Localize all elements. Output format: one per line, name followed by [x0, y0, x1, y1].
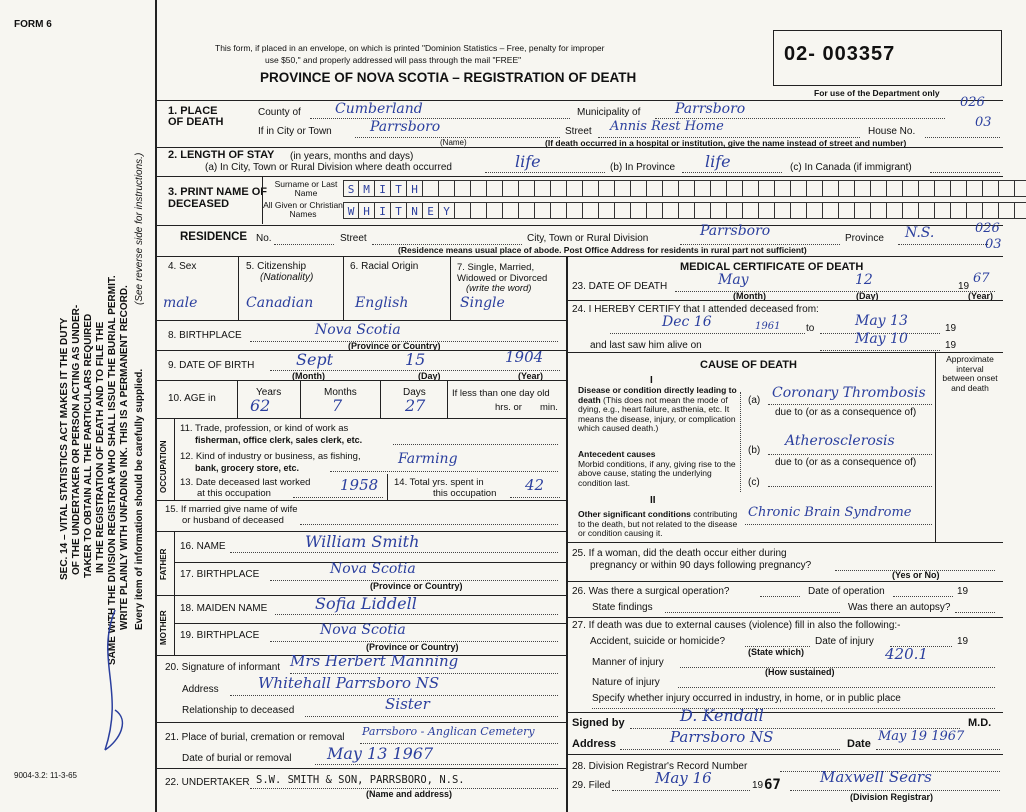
attended-to-label: to [806, 323, 815, 334]
side-note-3: TAKER TO OBTAIN ALL THE PARTICULARS REQUIRED [83, 313, 94, 578]
father-name-label: 16. NAME [180, 541, 226, 552]
street-label: Street [565, 126, 592, 137]
death-year: 67 [973, 271, 990, 286]
injury-date-label: Date of injury [815, 636, 874, 647]
informant-relationship-label: Relationship to deceased [182, 705, 295, 716]
occupation-q13b: at this occupation [197, 488, 271, 499]
given-char: H [359, 202, 375, 219]
pregnancy-q: 25. If a woman, did the death occur either during [572, 548, 787, 559]
occupation-last-worked: 1958 [340, 476, 379, 494]
citizenship-sub: (Nationality) [260, 272, 314, 283]
given-char: T [391, 202, 407, 219]
antecedent-bold: Antecedent causes [578, 449, 656, 459]
death-day-hint: (Day) [856, 291, 879, 301]
residence-province-value: N.S. [905, 225, 935, 241]
side-note-6: WRITE PLAINLY WITH UNFADING INK. THIS IS A PERMANENT RECORD. [119, 285, 130, 630]
disease-bold: Disease or condition directly leading to death [578, 385, 737, 405]
last-saw-label: and last saw him alive on [590, 340, 702, 351]
given-char: W [343, 202, 359, 219]
residence-street-label: Street [340, 233, 367, 244]
cause-a: Coronary Thrombosis [772, 385, 926, 401]
informant-address-label: Address [182, 684, 219, 695]
certificate-date-label: Date [847, 738, 871, 750]
md-label: M.D. [968, 717, 992, 729]
city-label: If in City or Town [258, 126, 332, 137]
marital-sub: (write the word) [466, 283, 532, 294]
filed-date: May 16 [655, 769, 712, 787]
occupation-q11: 11. Trade, profession, or kind of work as [180, 423, 349, 434]
surname-char: T [391, 180, 407, 197]
death-year-prefix: 19 [958, 281, 970, 292]
dept-use-label: For use of the Department only [814, 88, 940, 98]
dob-label: 9. DATE OF BIRTH [168, 360, 255, 371]
house-label: House No. [868, 126, 916, 137]
injury-year-prefix: 19 [957, 636, 969, 647]
place-code-1: 026 [960, 95, 985, 110]
registration-number: 02- 003357 [784, 43, 896, 65]
side-note-7: (See reverse side for instructions.) [134, 152, 145, 305]
stay-b-label: (b) In Province [610, 162, 676, 173]
undertaker-label: 22. UNDERTAKER [165, 777, 250, 788]
attended-to: May 13 [855, 313, 908, 329]
margin-pen-scribble [85, 600, 135, 760]
other-text: contributing to the death, but not related to the disease or condition causing it. [578, 509, 738, 538]
stay-sub: (in years, months and days) [290, 151, 414, 162]
informant-signature: Mrs Herbert Manning [290, 652, 459, 670]
state-which-hint: (State which) [748, 647, 805, 657]
surname-char: H [407, 180, 423, 197]
racial-label: 6. Racial Origin [350, 261, 419, 272]
age-years-label: Years [256, 387, 282, 398]
surgery-q: 26. Was there a surgical operation? [572, 586, 730, 597]
stay-c-label: (c) In Canada (if immigrant) [790, 162, 912, 173]
residence-code-1: 026 [975, 221, 1000, 236]
age-months: 7 [332, 396, 343, 415]
external-causes-q: 27. If death was due to external causes (violence) fill in also the following:- [572, 620, 901, 631]
birthplace-hint: (Province or Country) [348, 341, 441, 351]
envelope-note-1: This form, if placed in an envelope, on which is printed "Dominion Statistics – Free, penalty for improper [215, 43, 605, 53]
municipality-value: Parrsboro [675, 101, 746, 117]
manner-label: Manner of injury [592, 657, 664, 668]
division-registrar-hint: (Division Registrar) [850, 792, 934, 802]
given-char: I [375, 202, 391, 219]
spouse-q15b: or husband of deceased [182, 515, 284, 526]
accident-label: Accident, suicide or homicide? [590, 636, 726, 647]
filed-label: 29. Filed [572, 780, 611, 791]
age-months-label: Months [324, 387, 357, 398]
footer-code: 9004-3.2: 11-3-65 [14, 771, 78, 780]
division-registrar-signature: Maxwell Sears [820, 768, 932, 786]
dob-day-hint: (Day) [418, 371, 441, 381]
sex-value: male [163, 295, 198, 311]
physician-address: Parrsboro NS [670, 728, 774, 746]
birthplace-value: Nova Scotia [315, 322, 401, 338]
stay-a-value: life [515, 152, 541, 171]
cause-a-due-to: due to (or as a consequence of) [775, 407, 917, 418]
residence-note: (Residence means usual place of abode. Post Office Address for residents in rural part not sufficient) [398, 245, 807, 255]
other-condition: Chronic Brain Syndrome [748, 505, 912, 520]
nature-label: Nature of injury [592, 677, 660, 688]
occupation-q12b: bank, grocery store, etc. [195, 463, 300, 473]
marital-label: 7. Single, Married, Widowed or Divorced [457, 262, 548, 284]
occupation-q14b: this occupation [433, 488, 497, 499]
death-month-hint: (Month) [733, 291, 766, 301]
surname-char: S [343, 180, 359, 197]
sex-label: 4. Sex [168, 261, 197, 272]
racial-value: English [355, 295, 409, 311]
pregnancy-hint: (Yes or No) [892, 570, 940, 580]
father-birthplace-hint: (Province or Country) [370, 581, 463, 591]
given-label: All Given or Christian Names [263, 200, 343, 219]
father-side-label: FATHER [159, 548, 168, 580]
death-month: May [718, 272, 749, 288]
place-code-2: 03 [975, 115, 992, 130]
certificate-date: May 19 1967 [878, 729, 965, 744]
age-under-day-2: hrs. or [495, 402, 522, 413]
residence-city-label: City, Town or Rural Division [527, 233, 649, 244]
occupation-industry: Farming [398, 451, 458, 467]
attended-to-year: 19 [945, 323, 957, 334]
autopsy-label: Was there an autopsy? [848, 602, 951, 613]
undertaker-hint: (Name and address) [366, 789, 453, 799]
other-bold: Other significant conditions [578, 509, 691, 519]
registrar-record-label: 28. Division Registrar's Record Number [572, 761, 748, 772]
attended-label: 24. I HEREBY CERTIFY that I attended deceased from: [572, 304, 819, 315]
dob-month-hint: (Month) [292, 371, 325, 381]
county-label: County of [258, 107, 301, 118]
interval-label: Approximate interval between onset and death [942, 354, 998, 393]
citizenship-value: Canadian [246, 295, 314, 311]
signed-label: Signed by [572, 717, 625, 729]
informant-address: Whitehall Parrsboro NS [258, 674, 440, 692]
occupation-q12: 12. Kind of industry or business, as fishing, [180, 451, 361, 462]
stay-b-value: life [705, 152, 731, 171]
surname-char: M [359, 180, 375, 197]
age-days-label: Days [403, 387, 426, 398]
undertaker-value: S.W. SMITH & SON, PARRSBORO, N.S. [256, 774, 465, 786]
last-saw-year: 19 [945, 340, 957, 351]
envelope-note-2: use $50," and properly addressed will pass through the mail "FREE" [265, 55, 522, 65]
page-title: PROVINCE OF NOVA SCOTIA – REGISTRATION OF DEATH [260, 70, 637, 85]
column-divider [566, 256, 568, 812]
filed-year-prefix: 19 [752, 780, 764, 791]
dob-month: Sept [296, 350, 334, 369]
hospital-note: (If death occurred in a hospital or institution, give the name instead of street and number) [545, 138, 907, 148]
surname-char: I [375, 180, 391, 197]
specify-label: Specify whether injury occurred in industry, in home, or in public place [592, 693, 901, 704]
side-note-1: SEC. 14 – VITAL STATISTICS ACT MAKES IT THE DUTY [59, 317, 70, 580]
given-char: N [407, 202, 423, 219]
occupation-q11b: fisherman, office clerk, sales clerk, etc. [195, 435, 363, 445]
street-value: Annis Rest Home [610, 119, 724, 134]
father-birthplace-label: 17. BIRTHPLACE [180, 569, 260, 580]
place-heading: 1. PLACE OF DEATH [168, 105, 224, 128]
age-label: 10. AGE in [168, 393, 216, 404]
mother-birthplace-hint: (Province or Country) [366, 642, 459, 652]
disease-text: (This does not mean the mode of dying, e.g., heart failure, asthenia, etc. It means the disease, injury, or complication which caused death.) [578, 394, 736, 433]
cause-roman-1: I [650, 375, 653, 386]
residence-code-2: 03 [985, 237, 1002, 252]
burial-place-label: 21. Place of burial, cremation or removal [165, 732, 345, 743]
surname-grid [343, 180, 1026, 197]
age-under-day-1: If less than one day old [452, 388, 550, 399]
age-years: 62 [250, 396, 271, 415]
operation-date-label: Date of operation [808, 586, 885, 597]
occupation-side-label: OCCUPATION [159, 440, 168, 493]
filed-year: 67 [764, 777, 781, 793]
cause-roman-2: II [650, 495, 656, 506]
death-date-label: 23. DATE OF DEATH [572, 281, 668, 292]
informant-relationship: Sister [385, 695, 430, 713]
occupation-total-years: 42 [525, 476, 545, 494]
stay-a-label: (a) In City, Town or Rural Division where death occurred [205, 162, 452, 173]
last-saw: May 10 [855, 331, 908, 347]
residence-no-label: No. [256, 233, 272, 244]
mother-birthplace-label: 19. BIRTHPLACE [180, 630, 260, 641]
birthplace-label: 8. BIRTHPLACE [168, 330, 242, 341]
attended-from: Dec 16 [662, 314, 712, 330]
cause-b-due-to: due to (or as a consequence of) [775, 457, 917, 468]
death-year-hint: (Year) [968, 291, 994, 301]
city-value: Parrsboro [370, 119, 441, 135]
side-note-8: Every item of information should be carefully supplied. [134, 368, 145, 630]
medical-heading: MEDICAL CERTIFICATE OF DEATH [680, 261, 864, 273]
municipality-label: Municipality of [577, 107, 641, 118]
citizenship-label: 5. Citizenship [246, 261, 307, 272]
father-name: William Smith [305, 532, 420, 551]
mother-maiden: Sofia Liddell [315, 594, 417, 613]
father-birthplace: Nova Scotia [330, 561, 416, 577]
county-value: Cumberland [335, 101, 423, 117]
burial-date: May 13 1967 [327, 744, 434, 763]
mother-birthplace: Nova Scotia [320, 622, 406, 638]
age-under-day-3: min. [540, 402, 558, 413]
signed-by: D. Kendall [680, 706, 764, 725]
side-note-2: OF THE UNDERTAKER OR PERSON ACTING AS UNDER- [71, 304, 82, 575]
occupation-q13: 13. Date deceased last worked [180, 477, 311, 488]
physician-address-label: Address [572, 738, 617, 750]
cause-code: 420.1 [885, 645, 928, 663]
attended-from-year: 1961 [755, 321, 781, 332]
residence-province-label: Province [845, 233, 884, 244]
age-days: 27 [405, 396, 426, 415]
cause-a-label: (a) [748, 395, 761, 406]
cause-c-label: (c) [748, 477, 760, 488]
how-sustained-hint: (How sustained) [765, 667, 835, 677]
informant-label: 20. Signature of informant [165, 662, 281, 673]
left-margin-border [155, 0, 157, 812]
registration-number-box [773, 30, 1002, 86]
given-char: E [423, 202, 439, 219]
stay-heading: 2. LENGTH OF STAY [168, 149, 275, 161]
cause-b-label: (b) [748, 445, 761, 456]
mother-side-label: MOTHER [159, 610, 168, 645]
mother-maiden-label: 18. MAIDEN NAME [180, 603, 268, 614]
dob-day: 15 [405, 350, 426, 369]
city-name-hint: (Name) [440, 138, 467, 147]
given-grid [343, 202, 1026, 219]
name-heading: 3. PRINT NAME OF DECEASED [168, 186, 268, 210]
burial-date-label: Date of burial or removal [182, 753, 292, 764]
form-id: FORM 6 [14, 19, 52, 30]
findings-label: State findings [592, 602, 653, 613]
occupation-q14: 14. Total yrs. spent in [394, 477, 484, 488]
surname-label: Surname or Last Name [274, 179, 338, 198]
burial-place: Parrsboro - Anglican Cemetery [362, 725, 535, 738]
residence-heading: RESIDENCE [180, 231, 248, 243]
operation-year-prefix: 19 [957, 586, 969, 597]
marital-value: Single [460, 295, 505, 311]
side-note-4: IN THE REGISTRATION OF DEATH AND TO FILE THE [95, 321, 106, 573]
dob-year-hint: (Year) [518, 371, 544, 381]
antecedent-text: Morbid conditions, if any, giving rise to the above cause, stating the underlying condition last. [578, 458, 736, 488]
spouse-q15: 15. If married give name of wife [165, 504, 298, 515]
header-divider [155, 100, 1003, 101]
side-note-5: SAME WITH THE DIVISION REGISTRAR WHO SHALL ISSUE THE BURIAL PERMIT. [107, 275, 118, 665]
pregnancy-q-b: pregnancy or within 90 days following pregnancy? [590, 560, 812, 571]
given-char: Y [439, 202, 455, 219]
dob-year: 1904 [505, 348, 544, 366]
death-day: 12 [855, 272, 873, 288]
residence-city-value: Parrsboro [700, 223, 771, 239]
cause-b: Atherosclerosis [785, 433, 895, 449]
cause-heading: CAUSE OF DEATH [700, 359, 797, 371]
